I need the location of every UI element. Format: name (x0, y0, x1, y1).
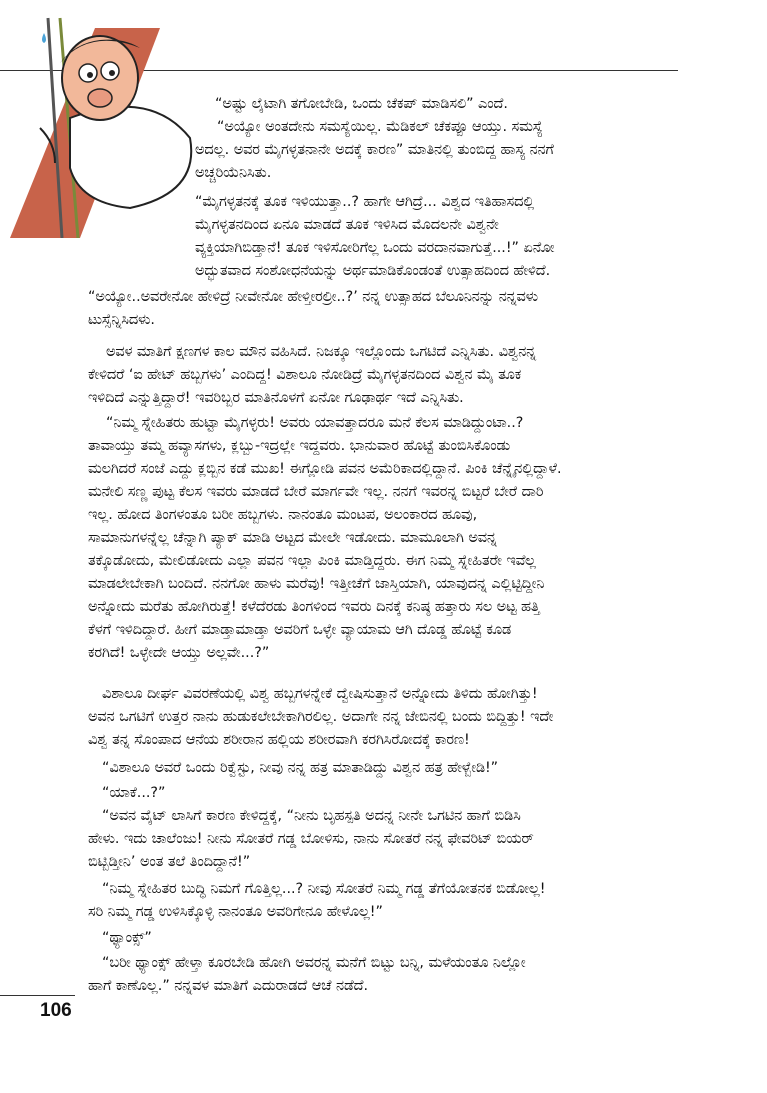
footer-rule (0, 995, 75, 996)
paragraph-3: “ಮೈಗಳ್ಳತನಕ್ಕೆ ತೂಕ ಇಳಿಯುತ್ತಾ..? ಹಾಗೇ ಆಗಿದ್ರೆ... ವಿಶ್ವದ ಇತಿಹಾಸದಲ್ಲಿ ಮೈಗಳ್ಳತನದಿಂದ ಏನೂ ಮಾಡದೆ ತೂಕ ಇಳಿಸಿದ ಮೊದಲನೇ ವಿಶ್ವನೇ ವ್ಯಕ್ತಿಯಾಗಿಬಿಡ್ತಾನೆ! ತೂಕ ಇಳಿಸೋರಿಗೆಲ್ಲ ಒಂದು ವರದಾನವಾಗುತ್ತೆ...!” ಏನೋ ಅದ್ಭುತವಾದ ಸಂಶೋಧನೆಯನ್ನು ಅರ್ಥಮಾಡಿಕೊಂಡಂತೆ ಉತ್ಸಾಹದಿಂದ ಹೇಳಿದೆ. (195, 194, 555, 279)
paragraph-13: “ಬರೀ ಥ್ಯಾಂಕ್ಸ್ ಹೇಳ್ತಾ ಕೂರಬೇಡಿ ಹೋಗಿ ಅವರನ್ನ ಮನೆಗೆ ಬಿಟ್ಟು ಬನ್ನಿ, ಮಳೆಯಂತೂ ನಿಲ್ಲೋ ಹಾಗೆ ಕಾಣೊಲ್ಲ.” ನನ್ನವಳ ಮಾತಿಗೆ ಎದುರಾಡದೆ ಆಚೆ ನಡೆದೆ. (88, 955, 526, 994)
paragraph-4: “ಅಯ್ಯೋ..ಅವರೇನೋ ಹೇಳಿದ್ರೆ ನೀವೇನೋ ಹೇಳ್ತೀರಲ್ರೀ..?’ ನನ್ನ ಉತ್ಸಾಹದ ಬೆಲೂನಿನನ್ನು ನನ್ನವಳು ಟುಸ್ಸೆನ್ನಿಸಿದಳು. (88, 289, 539, 328)
page-number: 106 (40, 1000, 72, 1021)
paragraph-11: “ನಿಮ್ಮ ಸ್ನೇಹಿತರ ಬುದ್ಧಿ ನಿಮಗೆ ಗೊತ್ತಿಲ್ಲ...? ನೀವು ಸೋತರೆ ನಿಮ್ಮ ಗಡ್ಡ ತೆಗೆಯೋತನಕ ಬಿಡೋಲ್ಲ! ಸರಿ ನಿಮ್ಮ ಗಡ್ಡ ಉಳಿಸಿಕ್ಕೊಳ್ಳಿ ನಾನಂತೂ ಅವರಿಗೇನೂ ಹೇಳೊಲ್ಲ!” (88, 881, 546, 920)
shirt-shape (70, 107, 191, 208)
paragraph-2: “ಅಯ್ಯೋ ಅಂತದೇನು ಸಮಸ್ಯೆಯಿಲ್ಲ. ಮೆಡಿಕಲ್ ಚೆಕಪ್ಪೂ ಆಯ್ತು. ಸಮಸ್ಯೆ ಅದಲ್ಲ. ಅವರ ಮೈಗಳ್ಳತನಾನೇ ಅದಕ್ಕೆ ಕಾರಣ” ಮಾತಿನಲ್ಲಿ ತುಂಬಿದ್ದ ಹಾಸ್ಯ ನನಗೆ ಅಚ್ಚರಿಯೆನಿಸಿತು. (195, 119, 554, 181)
paragraph-8: “ವಿಶಾಲೂ ಅವರೆ ಒಂದು ರಿಕ್ವೆಸ್ಟು, ನೀವು ನನ್ನ ಹತ್ರ ಮಾತಾಡಿದ್ದು ವಿಶ್ವನ ಹತ್ರ ಹೇಳ್ಬೇಡಿ!” (102, 760, 499, 776)
man-on-ladder-illustration (0, 8, 215, 238)
paragraph-1: “ಅಷ್ಟು ಲೈಟಾಗಿ ತಗೋಬೇಡಿ, ಒಂದು ಚೆಕಪ್ ಮಾಡಿಸಲಿ” ಎಂದೆ. (215, 96, 508, 112)
paragraph-12: “ಥ್ಯಾಂಕ್ಸ್” (102, 930, 152, 946)
paragraph-6: “ನಿಮ್ಮ ಸ್ನೇಹಿತರು ಹುಟ್ಟಾ ಮೈಗಳ್ಳರು! ಅವರು ಯಾವತ್ತಾದರೂ ಮನೆ ಕೆಲಸ ಮಾಡಿದ್ದುಂಟಾ..? ತಾವಾಯ್ತು ತಮ್ಮ ಹವ್ಯಾಸಗಳು, ಕ್ಲಬ್ಬು-ಇದ್ರಲ್ಲೇ ಇದ್ದವರು. ಭಾನುವಾರ ಹೊಟ್ಟೆ ತುಂಬಿಸಿಕೊಂಡು ಮಲಗಿದರೆ ಸಂಜೆ ಎದ್ದು ಕ್ಲಬ್ಬಿನ ಕಡೆ ಮುಖ! ಈಗ್ಲೋಡಿ ಪವನ ಅಮೆರಿಕಾದಲ್ಲಿದ್ದಾನೆ. ಪಿಂಕಿ ಚೆನ್ನೈನಲ್ಲಿದ್ದಾಳೆ. ಮನೇಲಿ ಸಣ್ಣ ಪುಟ್ಟ ಕೆಲಸ ಇವರು ಮಾಡದೆ ಬೇರೆ ಮಾರ್ಗವೇ ಇಲ್ಲ. ನನಗೆ ಇವರನ್ನ ಬಿಟ್ಟರೆ ಬೇರೆ ದಾರಿ ಇಲ್ಲ. ಹೋದ ತಿಂಗಳಂತೂ ಬರೀ ಹಬ್ಬಗಳು. ನಾನಂತೂ ಮಂಟಪ, ಅಲಂಕಾರದ ಹೂವು, ಸಾಮಾನುಗಳನ್ನೆಲ್ಲ ಚೆನ್ನಾಗಿ ಪ್ಯಾಕ್ ಮಾಡಿ ಅಟ್ಟದ ಮೇಲೇ ಇಡೋದು. ಮಾಮೂಲಾಗಿ ಅವನ್ನ ತಕ್ಕೊಡೋದು, ಮೇಲಿಡೋದು ಎಲ್ಲಾ ಪವನ ಇಲ್ಲಾ ಪಿಂಕಿ ಮಾಡ್ತಿದ್ದರು. ಈಗ ನಿಮ್ಮ ಸ್ನೇಹಿತರೇ ಇವೆಲ್ಲ ಮಾಡಲೇಬೇಕಾಗಿ ಬಂದಿದೆ. ನನಗೋ ಹಾಳು ಮರೆವು! ಇತ್ತೀಚೆಗೆ ಜಾಸ್ತಿಯಾಗಿ, ಯಾವುದನ್ನ ಎಲ್ಲಿಟ್ಟಿದ್ದೀನಿ ಅನ್ನೋದು ಮರೆತು ಹೋಗಿರುತ್ತೆ! ಕಳೆದೆರಡು ತಿಂಗಳಿಂದ ಇವರು ದಿನಕ್ಕೆ ಕನಿಷ್ಠ ಹತ್ತಾರು ಸಲ ಅಟ್ಟ ಹತ್ತಿ ಕೆಳಗೆ ಇಳಿದಿದ್ದಾರೆ. ಹೀಗೆ ಮಾಡ್ತಾಮಾಡ್ತಾ ಅವರಿಗೆ ಒಳ್ಳೇ ವ್ಯಾಯಾಮ ಆಗಿ ದೊಡ್ಡ ಹೊಟ್ಟೆ ಕೂಡ ಕರಗಿದೆ! ಒಳ್ಳೇದೇ ಆಯ್ತು ಅಲ್ಲವೇ...?” (88, 415, 562, 661)
paragraph-10: “ಅವನ ವೈಟ್ ಲಾಸಿಗೆ ಕಾರಣ ಕೇಳಿದ್ದಕ್ಕೆ, “ನೀನು ಬೃಹಸ್ಪತಿ ಅದನ್ನ ನೀನೇ ಒಗಟಿನ ಹಾಗೆ ಬಿಡಿಸಿ ಹೇಳು. ಇದು ಚಾಲೆಂಜು! ನೀನು ಸೋತರೆ ಗಡ್ಡ ಬೋಳಿಸು, ನಾನು ಸೋತರೆ ನನ್ನ ಫೇವರಿಟ್ ಬಿಯರ್ ಬಿಟ್ಬಿಡ್ತೀನಿ’ ಅಂತ ತಲೆ ತಿಂದಿದ್ದಾನೆ!” (88, 808, 534, 870)
paragraph-9: “ಯಾಕೆ...?” (102, 785, 166, 801)
paragraph-7: ವಿಶಾಲೂ ದೀರ್ಘ ವಿವರಣೆಯಲ್ಲಿ ವಿಶ್ವ ಹಬ್ಬಗಳನ್ನೇಕೆ ದ್ವೇಷಿಸುತ್ತಾನೆ ಅನ್ನೋದು ತಿಳಿದು ಹೋಗಿತ್ತು! ಅವನ ಒಗಟಿಗೆ ಉತ್ತರ ನಾನು ಹುಡುಕಲೇಬೇಕಾಗಿರಲಿಲ್ಲ. ಅದಾಗೇ ನನ್ನ ಜೇಬಿನಲ್ಲಿ ಬಂದು ಬಿದ್ದಿತ್ತು! ಇದೇ ವಿಶ್ವ ತನ್ನ ಸೊಂಪಾದ ಆನೆಯ ಶರೀರಾನ ಹಲ್ಲಿಯ ಶರೀರವಾಗಿ ಕರಗಿಸಿರೋದಕ್ಕೆ ಕಾರಣ! (88, 686, 554, 748)
paragraph-5: ಅವಳ ಮಾತಿಗೆ ಕ್ಷಣಗಳ ಕಾಲ ಮೌನ ವಹಿಸಿದೆ. ನಿಜಕ್ಕೂ ಇಲ್ಲೊಂದು ಒಗಟಿದೆ ಎನ್ನಿಸಿತು. ವಿಶ್ವನನ್ನ ಕೇಳಿದರೆ ‘ಐ ಹೇಟ್ ಹಬ್ಬಗಳು’ ಎಂದಿದ್ದ! ವಿಶಾಲೂ ನೋಡಿದ್ರೆ ಮೈಗಳ್ಳತನದಿಂದ ವಿಶ್ವನ ಮೈ ತೂಕ ಇಳಿದಿದೆ ಎನ್ನುತ್ತಿದ್ದಾರೆ! ಇವರಿಬ್ಬರ ಮಾತಿನೊಳಗೆ ಏನೋ ಗೂಢಾರ್ಥ ಇದೆ ಎನ್ನಿಸಿತು. (88, 344, 537, 406)
